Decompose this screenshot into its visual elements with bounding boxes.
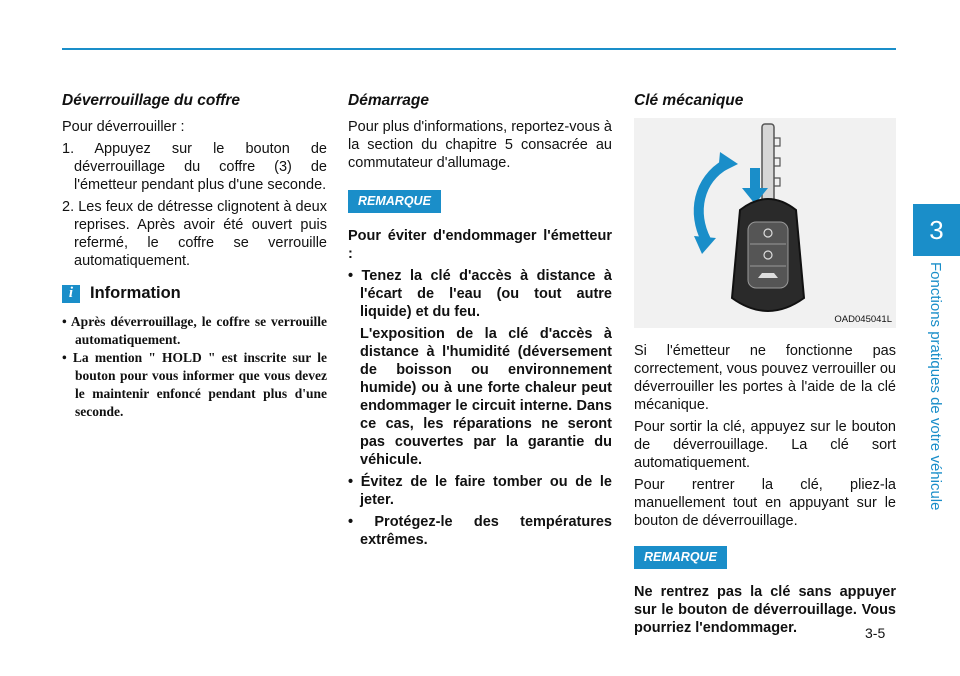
rotation-arrow-icon (699, 164, 726, 240)
key-paragraph: Pour sortir la clé, appuyez sur le bouton de déverrouillage. La clé sort automatiquement. (634, 419, 896, 471)
trunk-intro: Pour déverrouiller : (62, 119, 185, 135)
information-list (62, 313, 327, 421)
chapter-tab: 3 (913, 204, 960, 256)
note-paragraph: L'exposition de la clé d'accès à distance à l'humidité (déversement de boisson ou environnement humide) ou à une forte chaleur peut endommager le circuit interne. Dans ce cas, les réparations ne seront pas couvertes par la garantie du véhicule. (360, 326, 612, 468)
section-title-start: Démarrage (348, 92, 429, 109)
page-number: 3-5 (865, 625, 886, 641)
remarque-badge: REMARQUE (348, 190, 441, 213)
column-2 (348, 92, 612, 549)
step-item: 1. Appuyez sur le bouton de déverrouillage du coffre (3) de l'émetteur pendant plus d'une seconde. (62, 141, 327, 193)
figure-code: OAD045041L (834, 314, 892, 325)
key-paragraph: Si l'émetteur ne fonctionne pas correctement, vous pouvez verrouiller ou déverrouiller les portes à l'aide de la clé mécanique. (634, 343, 896, 413)
key-figure (634, 118, 896, 328)
information-item: • La mention " HOLD " est inscrite sur le bouton pour vous informer que vous devez le maintenir enfoncé pendant plus d'une seconde. (62, 350, 327, 419)
note-bullet: • Évitez de le faire tomber ou de le jeter. (348, 474, 612, 508)
column-3 (634, 92, 896, 641)
information-title: Information (90, 284, 181, 302)
section-title-trunk: Déverrouillage du coffre (62, 92, 241, 109)
note-list-2 (348, 473, 612, 549)
start-text: Pour plus d'informations, reportez-vous à la section du chapitre 5 consacrée au commutateur d'allumage. (348, 119, 612, 171)
info-icon: i (62, 285, 80, 303)
key-paragraph: Pour rentrer la clé, pliez-la manuellement tout en appuyant sur le bouton de déverrouillage. (634, 477, 896, 529)
section-title-key: Clé mécanique (634, 92, 744, 109)
information-header (62, 284, 327, 303)
step-item: 2. Les feux de détresse clignotent à deux reprises. Après avoir été ouvert puis refermé, le coffre se verrouille automatiquement. (62, 199, 327, 269)
note-bullet: • Protégez-le des températures extrêmes. (348, 514, 612, 548)
note-list (348, 267, 612, 321)
chapter-title: Fonctions pratiques de votre véhicule (927, 262, 944, 511)
smart-key-illustration (634, 118, 896, 328)
key-note: Ne rentrez pas la clé sans appuyer sur le bouton de déverrouillage. Vous pourriez l'endommager. (634, 584, 896, 636)
header-rule (62, 48, 896, 50)
information-item: • Après déverrouillage, le coffre se verrouille automatiquement. (62, 314, 327, 347)
note-title: Pour éviter d'endommager l'émetteur : (348, 228, 612, 262)
trunk-steps (62, 140, 327, 270)
remarque-badge: REMARQUE (634, 546, 727, 569)
note-bullet: • Tenez la clé d'accès à distance à l'écart de l'eau (ou tout autre liquide) et du feu. (348, 268, 612, 320)
column-1 (62, 92, 327, 421)
